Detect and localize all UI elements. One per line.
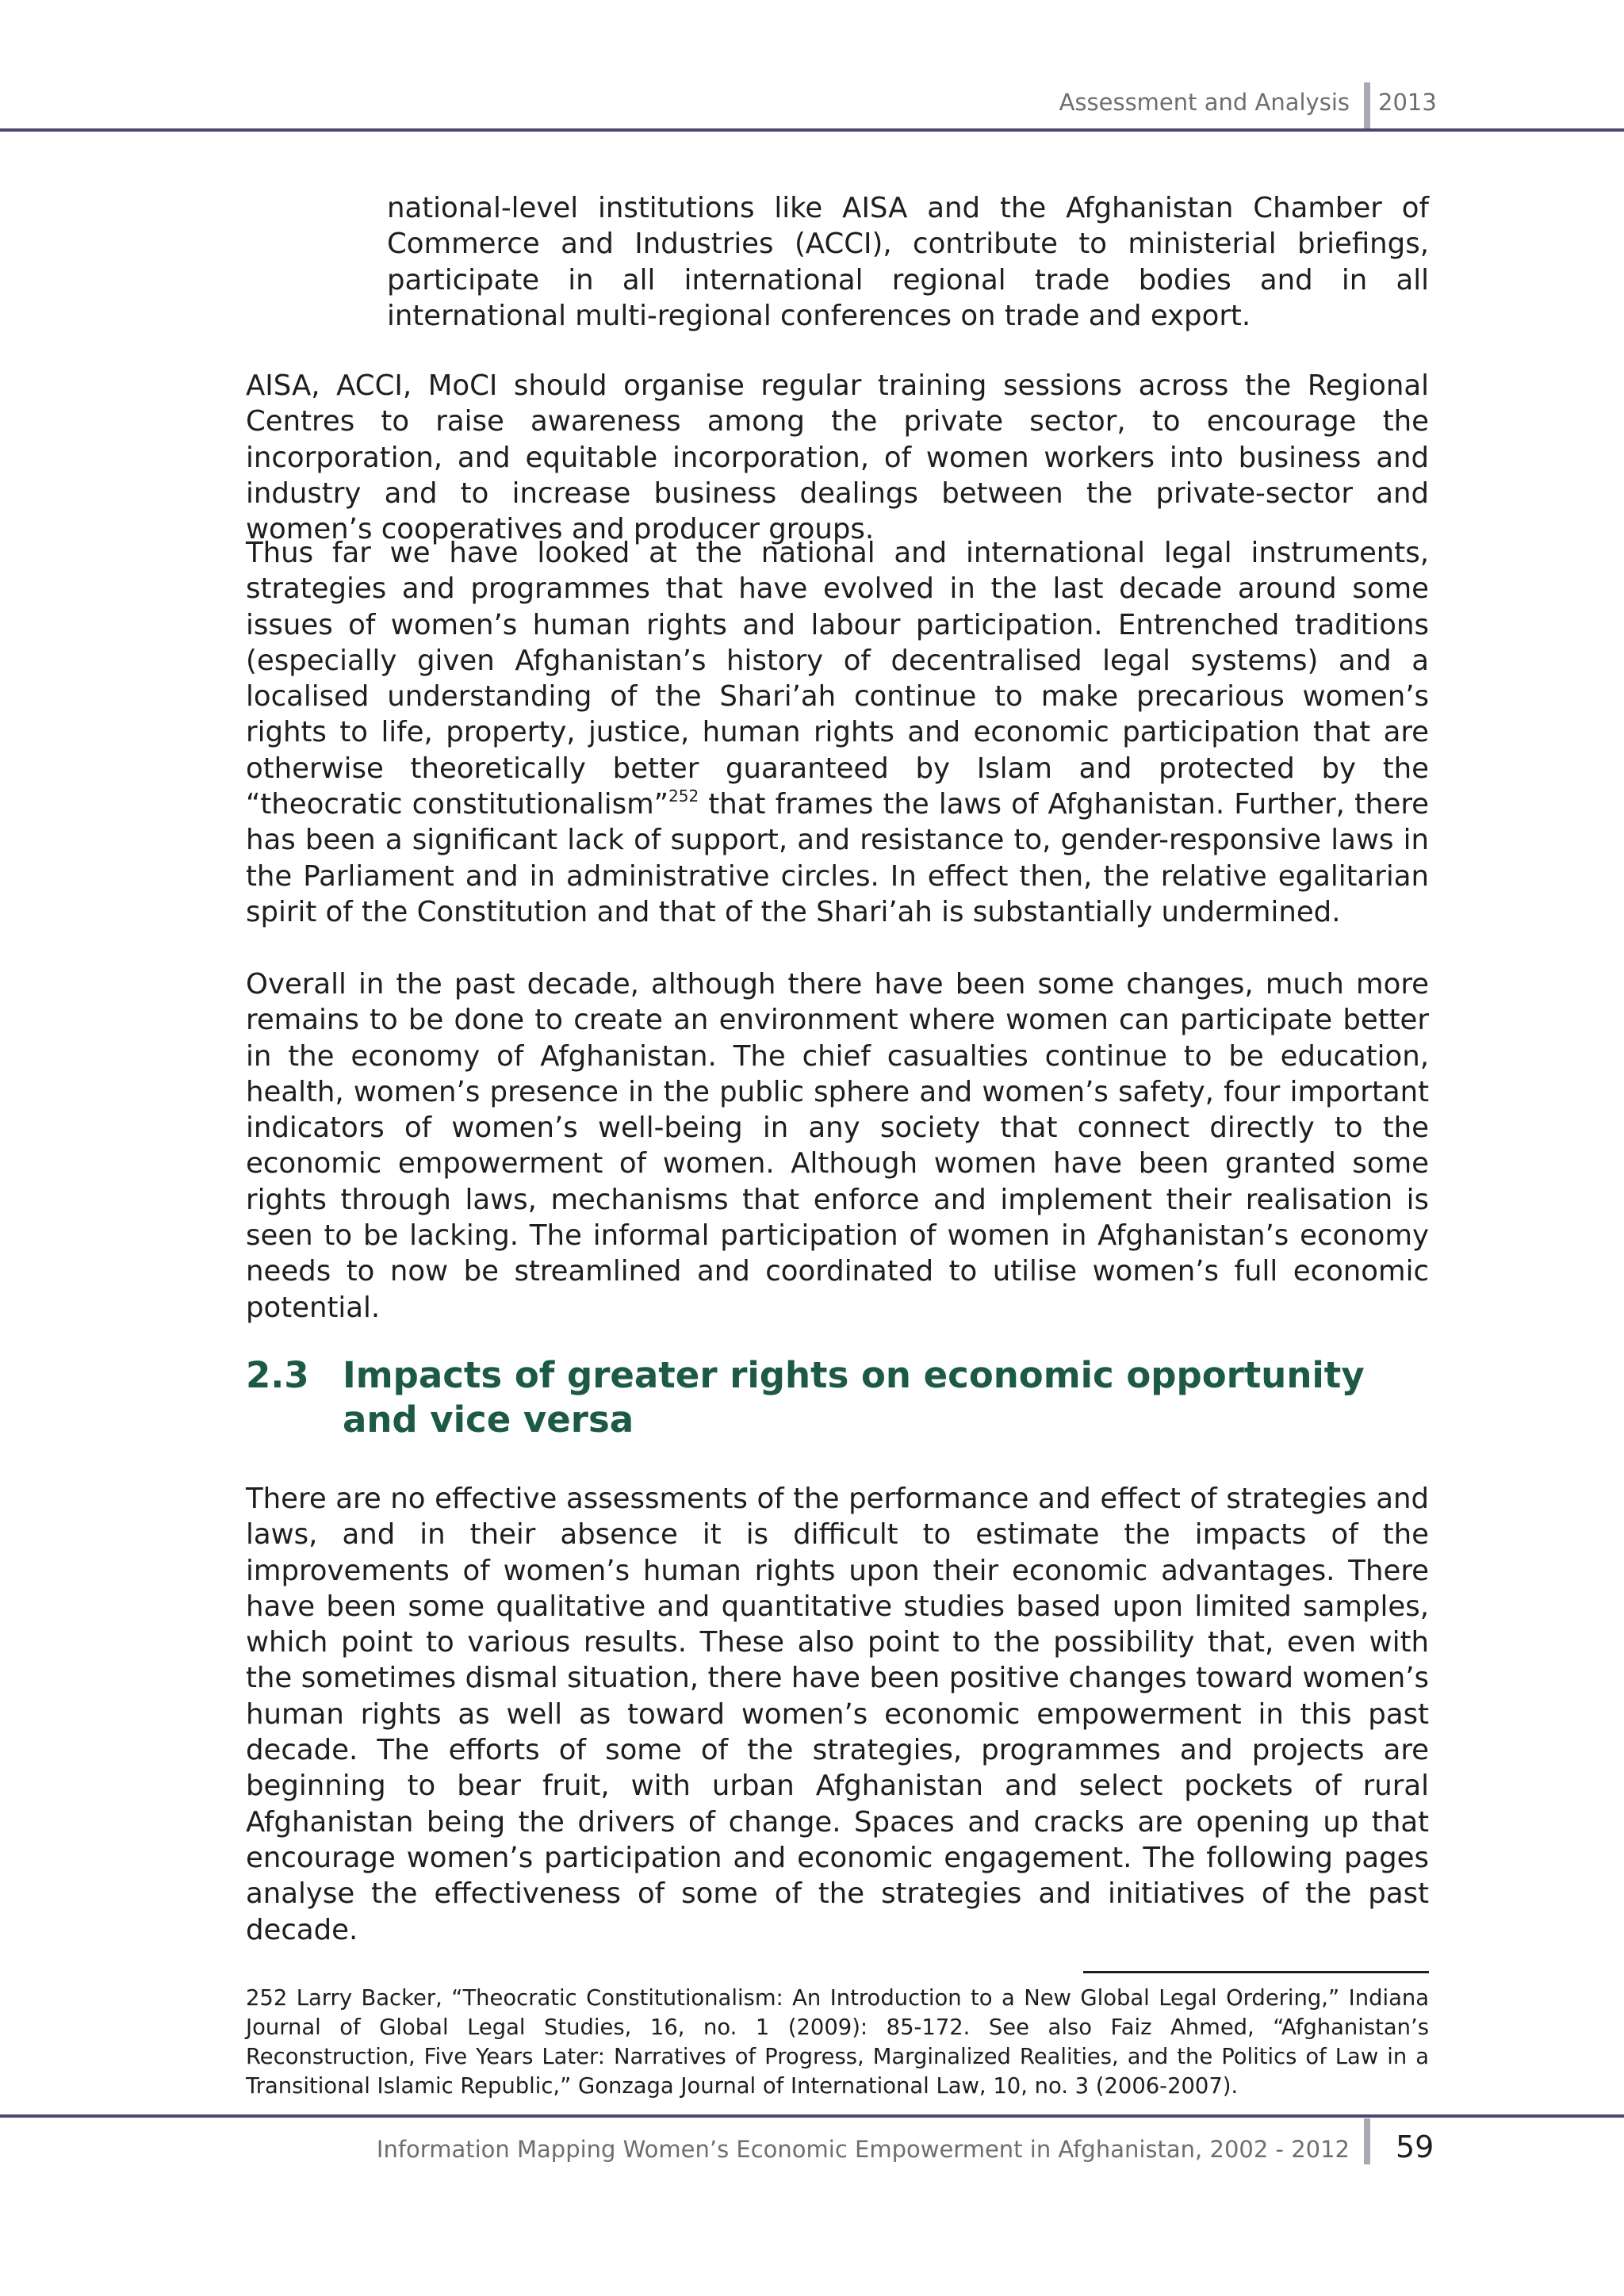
paragraph-text-continued: that frames the laws of Afghanistan. Further, there has been a significant lack of support, and resistance to, gender-responsive laws in the Parliament and in administrative circles. In effect then, the relative egalitarian spirit of the Constitution and that of the Shari’ah is substantially undermined. xyxy=(246,788,1429,928)
paragraph-continued-list-item: national-level institutions like AISA and the Afghanistan Chamber of Commerce and Industries (ACCI), contribute to ministerial briefings, participate in all international regional trade bodies and in all international multi-regional conferences on trade and export. xyxy=(387,192,1429,332)
paragraph-assessments: There are no effective assessments of the performance and effect of strategies and laws, and in their absence it is difficult to estimate the impacts of the improvements of women’s human rights upon their economic advantages. There have been some qualitative and quantitative studies based upon limited samples, which point to various results. These also point to the possibility that, even with the sometimes dismal situation, there have been positive changes toward women’s human rights as well as toward women’s economic empowerment in this past decade. The efforts of some of the strategies, programmes and projects are beginning to bear fruit, with urban Afghanistan and select pockets of rural Afghanistan being the drivers of change. Spaces and cracks are opening up that encourage women’s participation and economic engagement. The following pages analyse the effectiveness of some of the strategies and initiatives of the past decade. xyxy=(246,1483,1429,1946)
section-heading xyxy=(246,1353,1429,1442)
footnote-reference: 252 xyxy=(668,786,699,806)
running-footer-title: Information Mapping Women’s Economic Empowerment in Afghanistan, 2002 - 2012 xyxy=(376,2136,1350,2163)
page-number: 59 xyxy=(1396,2130,1434,2164)
footer-rule xyxy=(0,2114,1624,2118)
paragraph-training-sessions: AISA, ACCI, MoCI should organise regular training sessions across the Regional Centres to raise awareness among the private sector, to encourage the incorporation, and equitable incorporation, of women workers into business and industry and to increase business dealings between the private-sector and women’s cooperatives and producer groups. xyxy=(246,369,1429,546)
footnote-252: 252 Larry Backer, “Theocratic Constitutionalism: An Introduction to a New Global Legal Ordering,” Indiana Journal of Global Legal Studies, 16, no. 1 (2009): 85-172. See also Faiz Ahmed, “Afghanistan’s Reconstruction, Five Years Later: Narratives of Progress, Marginalized Realities, and the Politics of Law in a Transitional Islamic Republic,” Gonzaga Journal of International Law, 10, no. 3 (2006-2007). xyxy=(246,1986,1429,2099)
section-number: 2.3 xyxy=(246,1354,309,1396)
running-header-year: 2013 xyxy=(1378,89,1437,116)
header-rule xyxy=(0,128,1624,132)
paragraph-text: Thus far we have looked at the national and international legal instruments, strategies and programmes that have evolved in the last decade around some issues of women’s human rights and labour participation. Entrenched traditions (especially given Afghanistan’s history of decentralised legal systems) and a localised understanding of the Shari’ah continue to make precarious women’s rights to life, property, justice, human rights and economic participation that are otherwise theoretically better guaranteed by Islam and protected by the “theocratic constitutionalism” xyxy=(246,537,1429,821)
paragraph-legal-instruments xyxy=(246,535,1429,930)
header-separator xyxy=(1364,82,1370,132)
section-title: Impacts of greater rights on economic opportunity and vice versa xyxy=(343,1354,1365,1441)
footer-separator xyxy=(1364,2118,1370,2164)
footnote-rule xyxy=(1083,1971,1429,1973)
paragraph-past-decade: Overall in the past decade, although there have been some changes, much more remains to be done to create an environment where women can participate better in the economy of Afghanistan. The chief casualties continue to be education, health, women’s presence in the public sphere and women’s safety, four important indicators of women’s well-being in any society that connect directly to the economic empowerment of women. Although women have been granted some rights through laws, mechanisms that enforce and implement their realisation is seen to be lacking. The informal participation of women in Afghanistan’s economy needs to now be streamlined and coordinated to utilise women’s full economic potential. xyxy=(246,968,1429,1324)
running-header-title: Assessment and Analysis xyxy=(1059,89,1350,116)
